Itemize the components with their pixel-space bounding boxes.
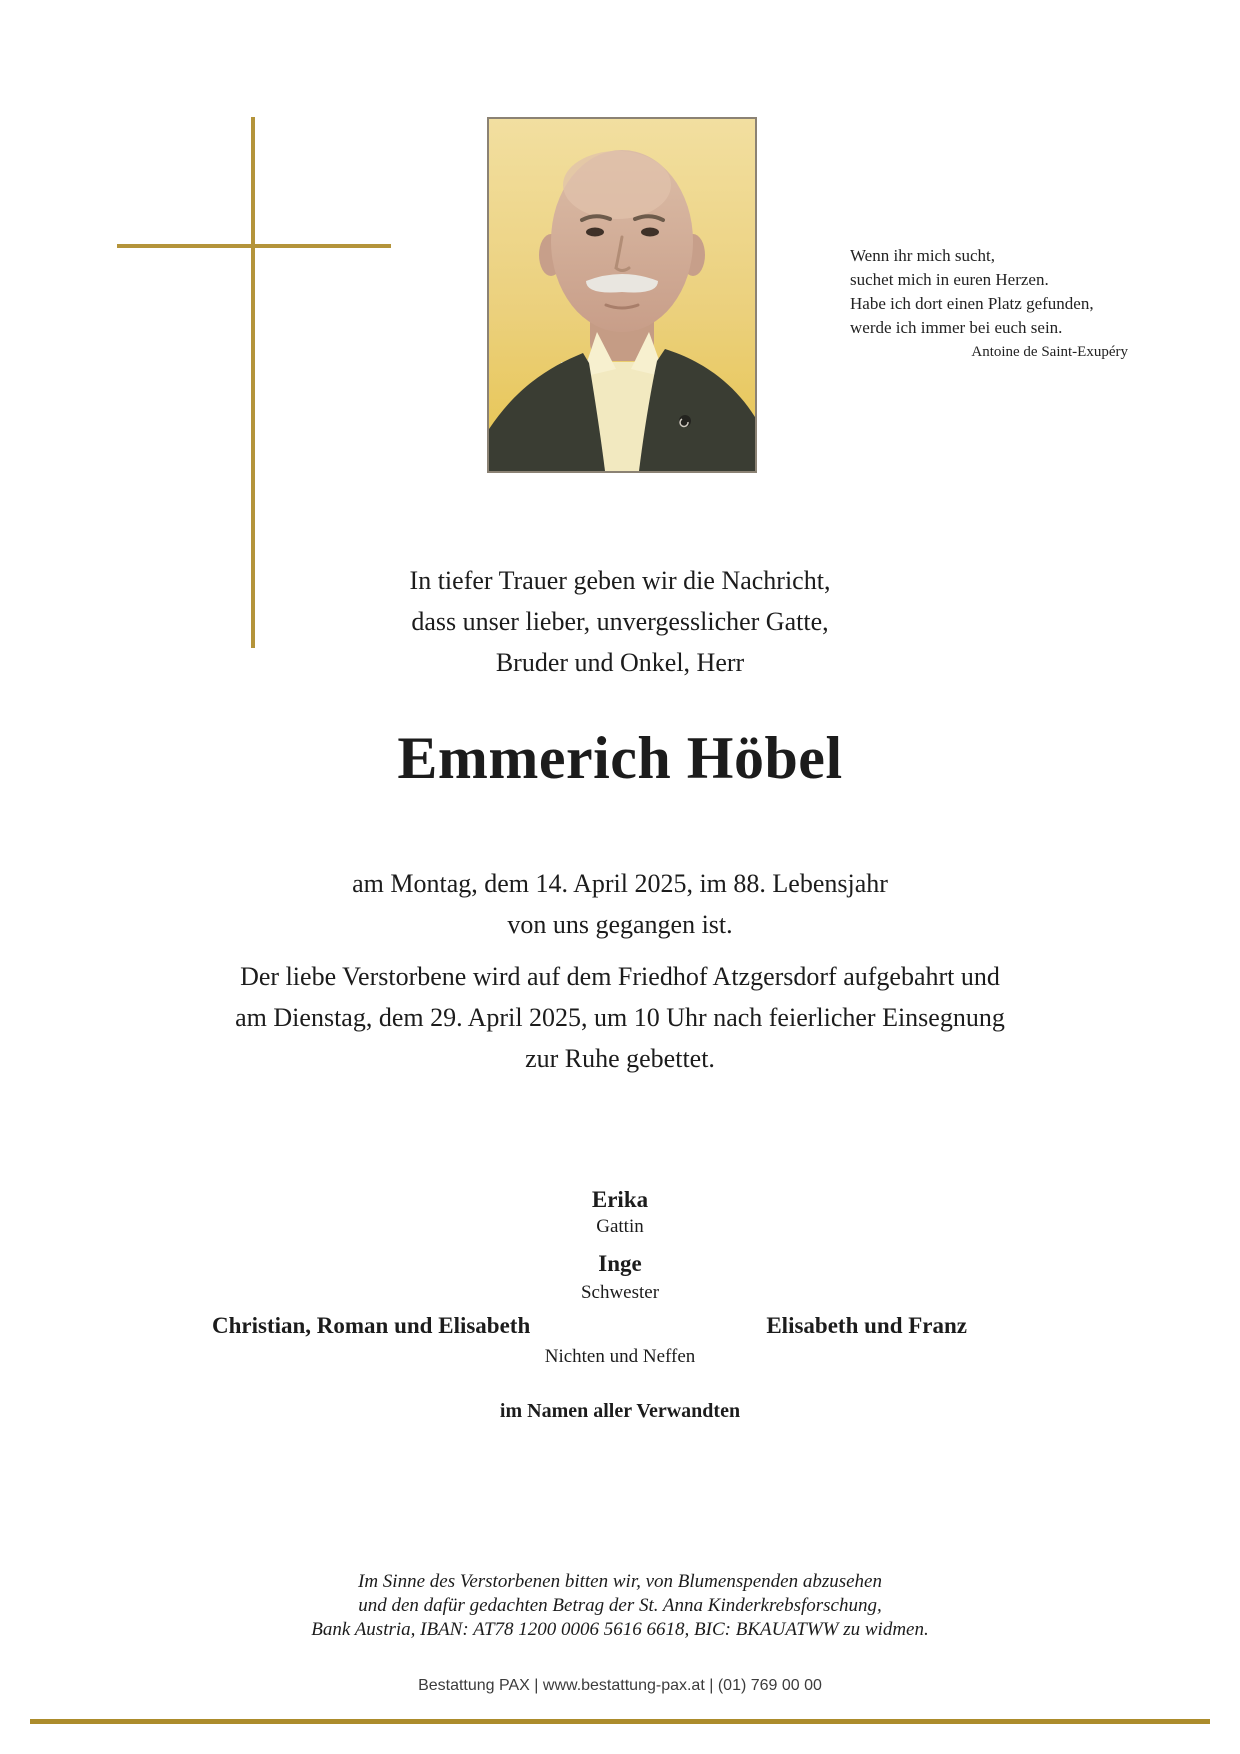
footer-contact-line xyxy=(0,1676,1240,1696)
mourners-pair-row xyxy=(0,1313,1240,1343)
death-date-line: am Montag, dem 14. April 2025, im 88. Lebensjahr xyxy=(352,869,888,898)
death-date-block xyxy=(0,863,1240,945)
footer-gold-rule xyxy=(30,1719,1210,1724)
funeral-info-line: am Dienstag, dem 29. April 2025, um 10 Uhr nach feierlicher Einsegnung xyxy=(235,1003,1005,1032)
intro-line: In tiefer Trauer geben wir die Nachricht, xyxy=(409,566,831,595)
footer-separator: | xyxy=(534,1677,539,1694)
intro-line: dass unser lieber, unvergesslicher Gatte, xyxy=(411,607,829,636)
intro-line: Bruder und Onkel, Herr xyxy=(495,648,745,677)
mourner-names-right: Elisabeth und Franz xyxy=(766,1313,967,1338)
cross-horizontal-bar xyxy=(117,244,391,248)
mourner-name-erika: Erika xyxy=(591,1187,649,1212)
donation-line: und den dafür gedachten Betrag der St. Anna Kinderkrebsforschung, xyxy=(358,1595,882,1616)
funeral-info-block xyxy=(0,956,1240,1079)
mourner-names-left: Christian, Roman und Elisabeth xyxy=(212,1313,531,1338)
mourner-relation-gattin: Gattin xyxy=(596,1216,644,1237)
mourners-closing: im Namen aller Verwandten xyxy=(499,1400,741,1422)
funeral-info-line: Der liebe Verstorbene wird auf dem Friedhof Atzgersdorf aufgebahrt und xyxy=(240,962,1000,991)
deceased-name: Emmerich Höbel xyxy=(397,725,843,791)
mourner-relation-nichten-neffen: Nichten und Neffen xyxy=(544,1346,696,1367)
mourner-relation-schwester: Schwester xyxy=(580,1282,660,1303)
mourner-name-inge: Inge xyxy=(598,1251,642,1276)
quote-attribution: Antoine de Saint-Exupéry xyxy=(971,344,1128,360)
donation-note xyxy=(0,1570,1240,1642)
footer-phone: (01) 769 00 00 xyxy=(717,1677,822,1694)
portrait-photo xyxy=(487,117,757,473)
footer-separator: | xyxy=(709,1677,714,1694)
announcement-intro xyxy=(0,560,1240,683)
condolence-quote xyxy=(850,244,1128,363)
portrait-image xyxy=(489,119,755,471)
footer-funeral-home: Bestattung PAX xyxy=(418,1677,530,1694)
quote-line: werde ich immer bei euch sein. xyxy=(850,318,1063,337)
funeral-info-line: zur Ruhe gebettet. xyxy=(525,1044,715,1073)
donation-line: Bank Austria, IBAN: AT78 1200 0006 5616 6618, BIC: BKAUATWW zu widmen. xyxy=(311,1619,929,1640)
quote-line: Wenn ihr mich sucht, xyxy=(850,246,995,265)
death-date-line: von uns gegangen ist. xyxy=(507,910,733,939)
footer-website: www.bestattung-pax.at xyxy=(542,1677,705,1694)
donation-line: Im Sinne des Verstorbenen bitten wir, von Blumenspenden abzusehen xyxy=(358,1571,882,1592)
quote-line: Habe ich dort einen Platz gefunden, xyxy=(850,294,1094,313)
quote-line: suchet mich in euren Herzen. xyxy=(850,270,1049,289)
